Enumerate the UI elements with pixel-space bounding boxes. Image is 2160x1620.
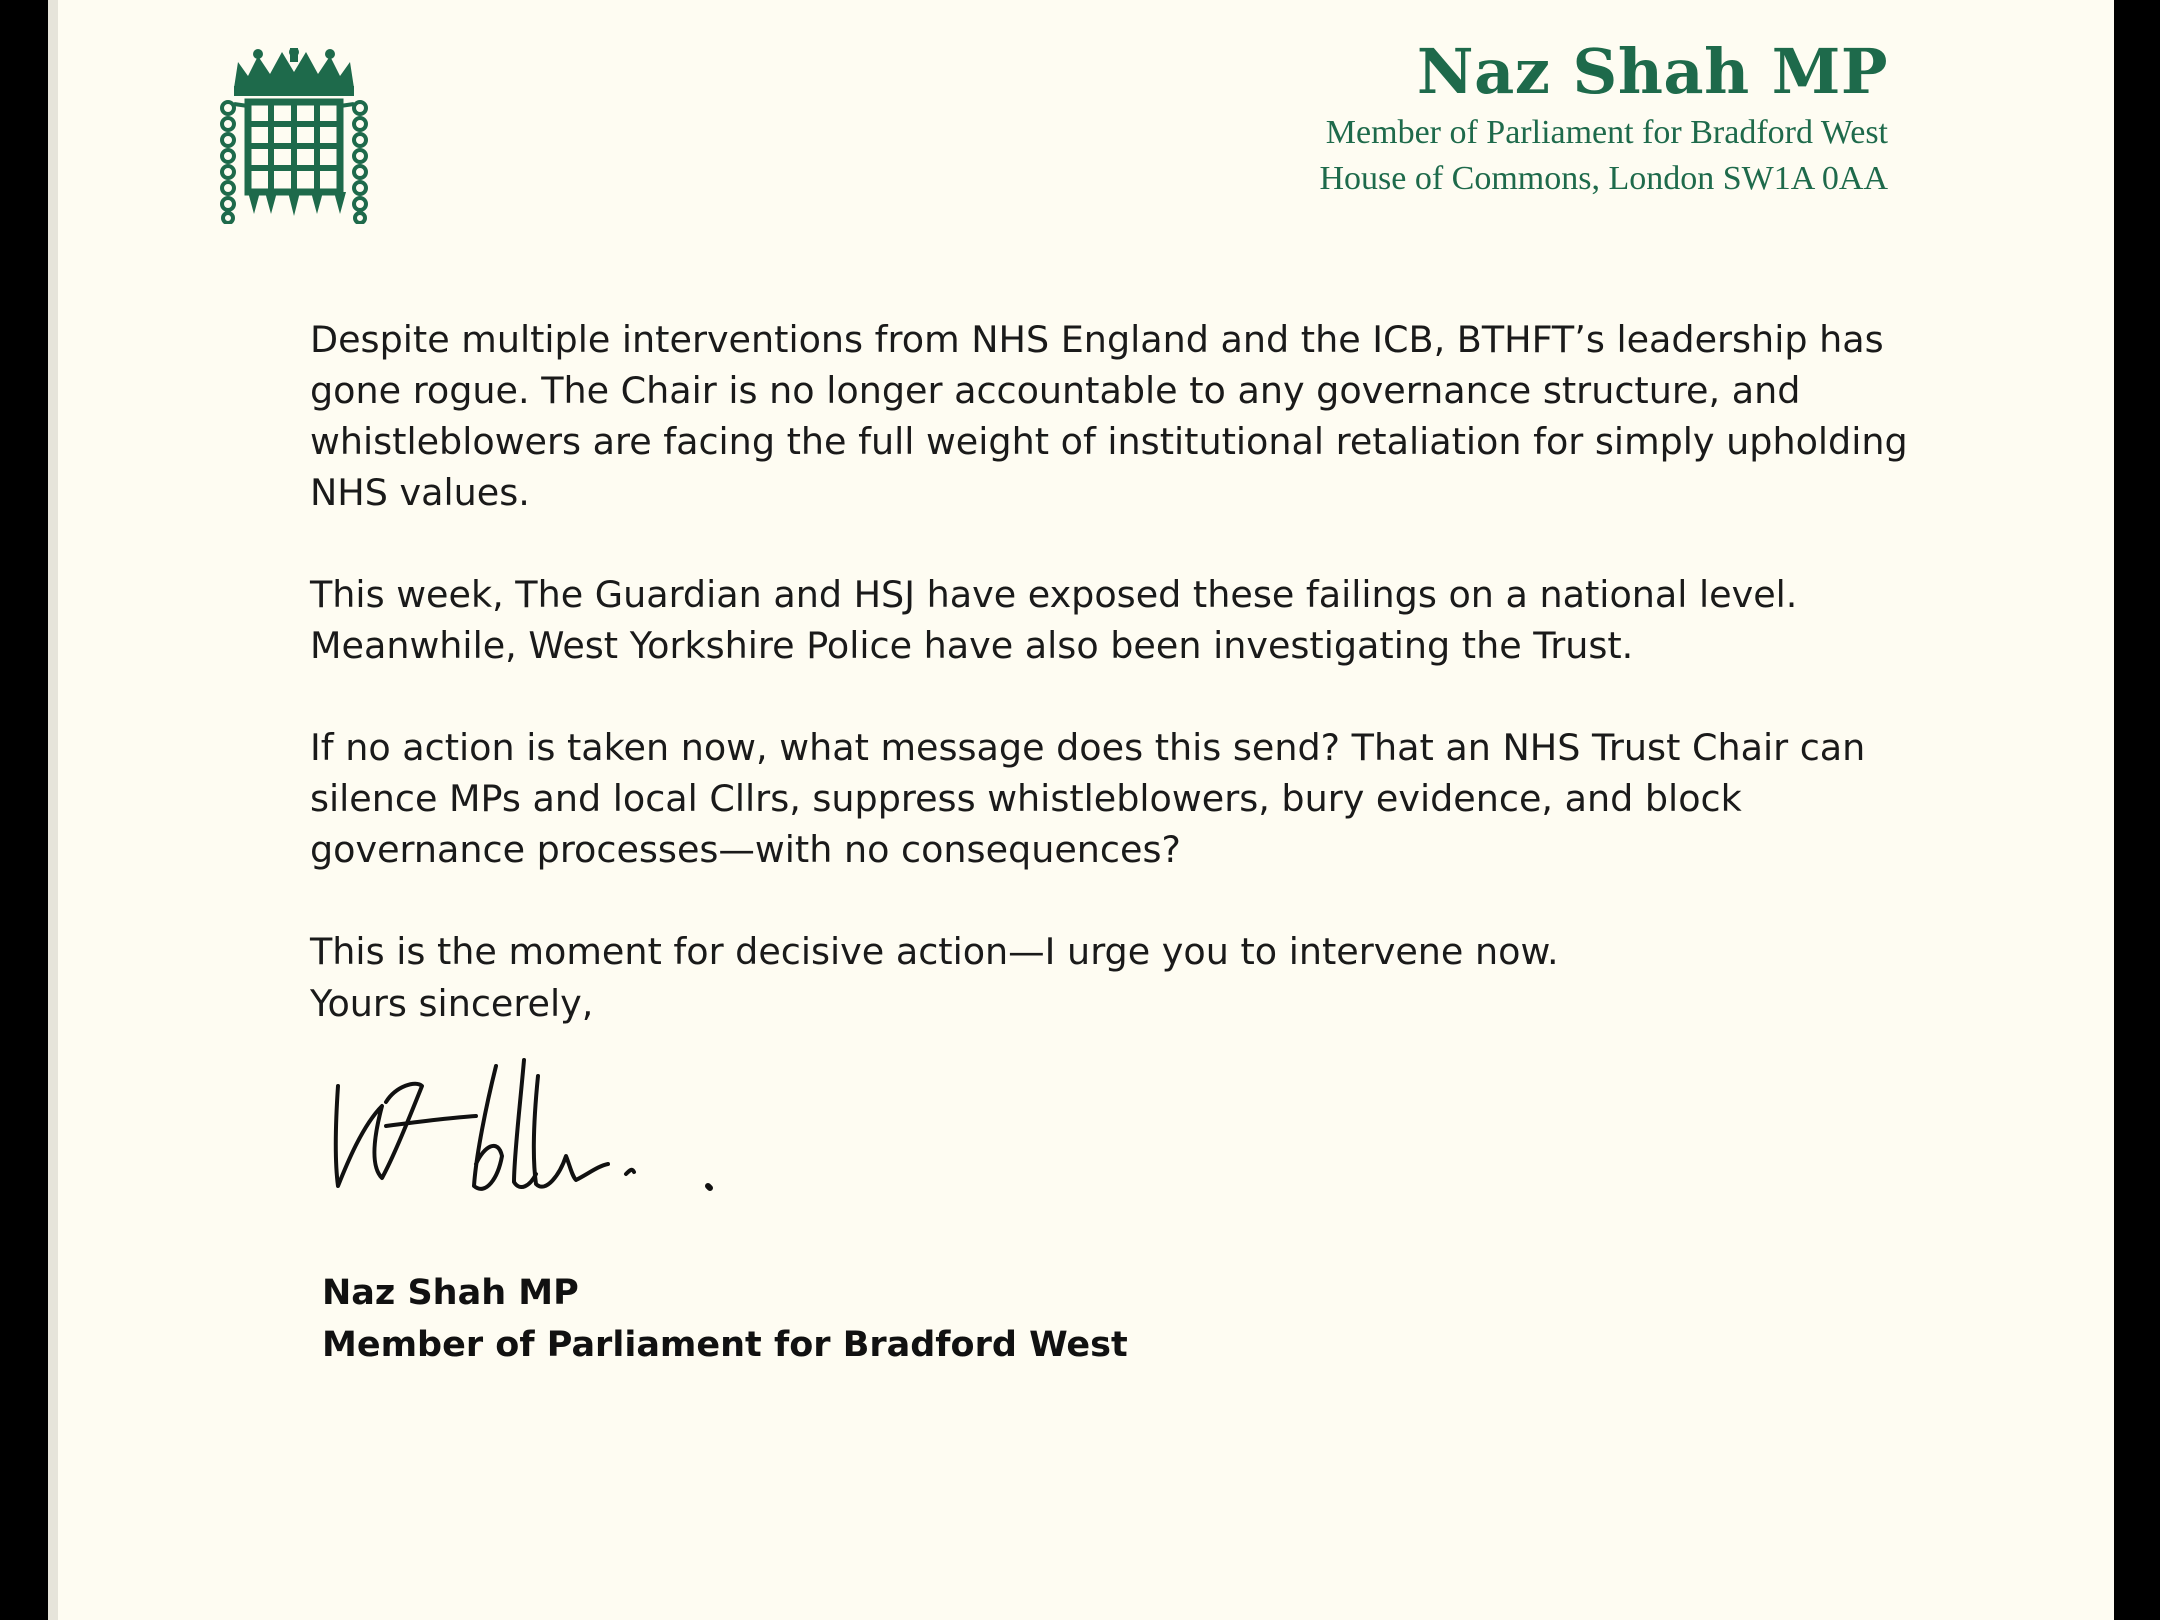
signoff-title: Member of Parliament for Bradford West bbox=[322, 1325, 1128, 1365]
letterhead-role: Member of Parliament for Bradford West bbox=[1325, 114, 1888, 151]
signature-image bbox=[326, 1046, 726, 1206]
letterhead-address: House of Commons, London SW1A 0AA bbox=[1319, 160, 1888, 197]
page-edge bbox=[48, 0, 58, 1620]
signoff-name: Naz Shah MP bbox=[322, 1273, 579, 1313]
signoff bbox=[322, 1267, 1128, 1371]
portcullis-icon bbox=[214, 48, 374, 224]
body-paragraph: Despite multiple interventions from NHS England and the ICB, BTHFT’s leadership has gone rogue. The Chair is no longer accountable to any governance structure, and whistleblowers are facing the full weight of institutional retaliation for simply upholding NHS values. bbox=[310, 318, 1908, 514]
letter-body bbox=[310, 314, 1930, 1028]
body-paragraph: This is the moment for decisive action—I urge you to intervene now. bbox=[310, 930, 1559, 973]
closing-salutation: Yours sincerely, bbox=[310, 982, 594, 1025]
letterhead bbox=[1319, 34, 1888, 202]
body-paragraph: If no action is taken now, what message does this send? That an NHS Trust Chair can silence MPs and local Cllrs, suppress whistleblowers, bury evidence, and block governance processes—with no consequences? bbox=[310, 726, 1866, 871]
body-paragraph: This week, The Guardian and HSJ have exposed these failings on a national level. Meanwhile, West Yorkshire Police have also been investigating the Trust. bbox=[310, 573, 1798, 667]
letterhead-name: Naz Shah MP bbox=[1416, 35, 1888, 108]
